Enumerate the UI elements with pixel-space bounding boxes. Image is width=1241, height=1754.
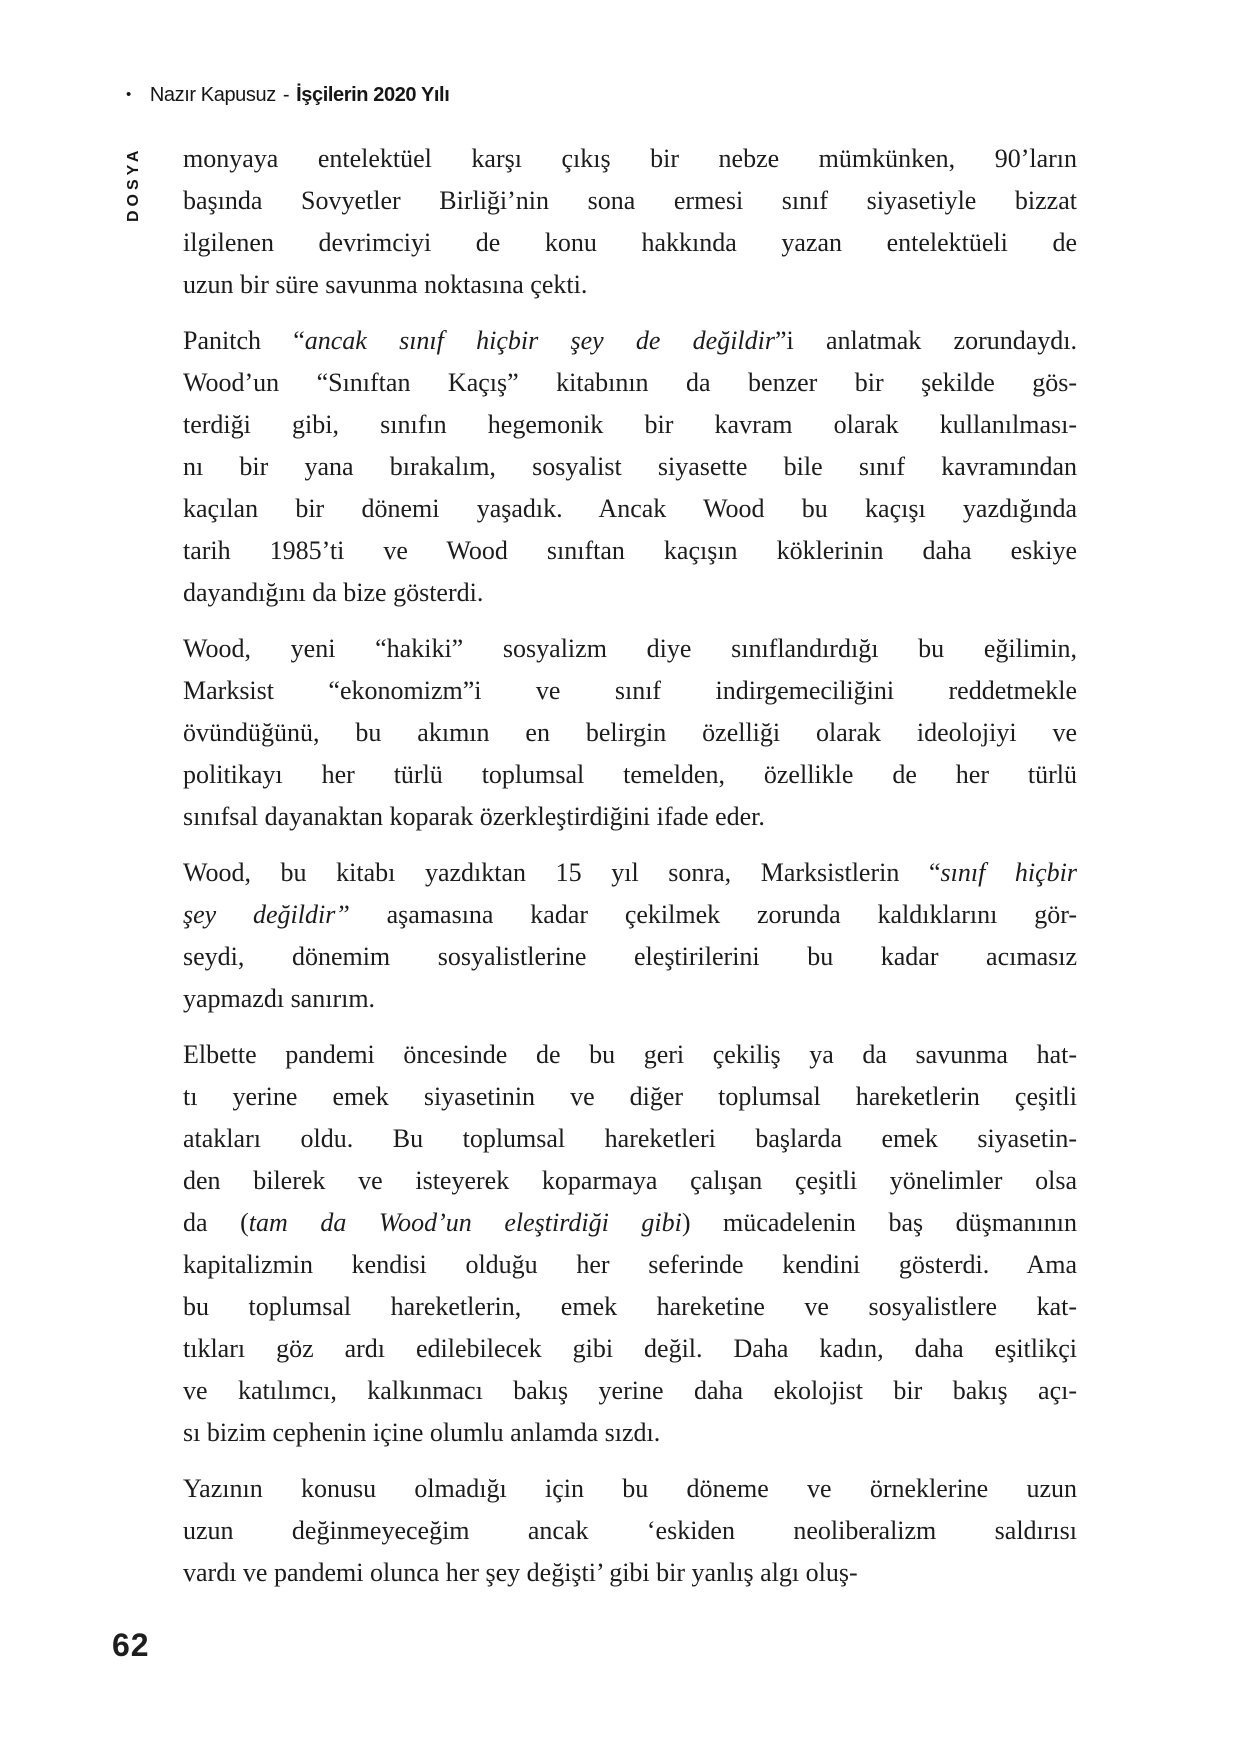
- text-line: [183, 180, 1077, 222]
- italic-run: tam da Wood’un eleştirdiği gibi: [248, 1208, 682, 1237]
- text-line: [183, 670, 1077, 712]
- text-run: vardı ve pandemi olunca her şey değişti’ gibi bir yanlış algı oluş-: [183, 1558, 858, 1587]
- text-line: [183, 362, 1077, 404]
- text-line: [183, 1412, 1077, 1454]
- text-line: [183, 1328, 1077, 1370]
- paragraph: [183, 1468, 1077, 1594]
- text-line: [183, 530, 1077, 572]
- text-run: bu toplumsal hareketlerin, emek hareketine ve sosyalistlere kat-: [183, 1292, 1077, 1321]
- text-run: ve katılımcı, kalkınmacı bakış yerine daha ekolojist bir bakış açı-: [183, 1376, 1077, 1405]
- text-run: uzun bir süre savunma noktasına çekti.: [183, 270, 588, 299]
- text-run: övündüğünü, bu akımın en belirgin özelliği olarak ideolojiyi ve: [183, 718, 1077, 747]
- text-run: başında Sovyetler Birliği’nin sona ermesi sınıf siyasetiyle bizzat: [183, 186, 1077, 215]
- text-line: [183, 978, 1077, 1020]
- text-line: [183, 1202, 1077, 1244]
- text-run: da (: [183, 1208, 249, 1237]
- text-line: [183, 1118, 1077, 1160]
- text-line: [183, 894, 1077, 936]
- text-run: den bilerek ve isteyerek koparmaya çalışan çeşitli yönelimler olsa: [183, 1166, 1077, 1195]
- text-run: Yazının konusu olmadığı için bu döneme ve örneklerine uzun: [183, 1474, 1077, 1503]
- text-line: [183, 1076, 1077, 1118]
- text-line: [183, 796, 1077, 838]
- text-line: [183, 138, 1077, 180]
- text-line: [183, 222, 1077, 264]
- text-run: Marksist “ekonomizm”i ve sınıf indirgemeciliğini reddetmekle: [183, 676, 1077, 705]
- text-line: [183, 488, 1077, 530]
- text-line: [183, 446, 1077, 488]
- text-run: nı bir yana bırakalım, sosyalist siyasette bile sınıf kavramından: [183, 452, 1077, 481]
- article-body: [183, 138, 1077, 1608]
- text-line: [183, 1286, 1077, 1328]
- paragraph: [183, 138, 1077, 306]
- text-line: [183, 1244, 1077, 1286]
- paragraph: [183, 852, 1077, 1020]
- text-line: [183, 404, 1077, 446]
- text-run: ) mücadelenin baş düşmanının: [681, 1208, 1077, 1237]
- text-run: yapmazdı sanırım.: [183, 984, 376, 1013]
- text-run: atakları oldu. Bu toplumsal hareketleri başlarda emek siyasetin-: [183, 1124, 1077, 1153]
- text-line: [183, 320, 1077, 362]
- text-line: [183, 572, 1077, 614]
- text-line: [183, 1370, 1077, 1412]
- header-book-title: İşçilerin 2020 Yılı: [296, 84, 450, 106]
- text-run: Elbette pandemi öncesinde de bu geri çekiliş ya da savunma hat-: [183, 1040, 1077, 1069]
- text-run: Wood, yeni “hakiki” sosyalizm diye sınıflandırdığı bu eğilimin,: [183, 634, 1077, 663]
- text-run: sı bizim cephenin içine olumlu anlamda sızdı.: [183, 1418, 661, 1447]
- text-line: [183, 1160, 1077, 1202]
- text-line: [183, 264, 1077, 306]
- header-author: Nazır Kapusuz: [149, 84, 276, 106]
- text-line: [183, 936, 1077, 978]
- paragraph: [183, 1034, 1077, 1454]
- text-run: politikayı her türlü toplumsal temelden, özellikle de her türlü: [183, 760, 1077, 789]
- header-separator: -: [282, 84, 290, 106]
- text-line: [183, 1510, 1077, 1552]
- text-line: [183, 1034, 1077, 1076]
- text-run: tarih 1985’ti ve Wood sınıftan kaçışın köklerinin daha eskiye: [183, 536, 1077, 565]
- text-run: uzun değinmeyeceğim ancak ‘eskiden neoliberalizm saldırısı: [183, 1516, 1077, 1545]
- text-run: tı yerine emek siyasetinin ve diğer toplumsal hareketlerin çeşitli: [183, 1082, 1077, 1111]
- text-run: ”i anlatmak zorundaydı.: [775, 326, 1077, 355]
- italic-run: şey değildir”: [183, 900, 350, 929]
- text-run: ilgilenen devrimciyi de konu hakkında yazan entelektüeli de: [183, 228, 1077, 257]
- paragraph: [183, 320, 1077, 614]
- italic-run: sınıf hiçbir: [940, 858, 1077, 887]
- text-run: Wood’un “Sınıftan Kaçış” kitabının da benzer bir şekilde gös-: [183, 368, 1077, 397]
- text-line: [183, 754, 1077, 796]
- paragraph: [183, 628, 1077, 838]
- text-run: kaçılan bir dönemi yaşadık. Ancak Wood bu kaçışı yazdığında: [183, 494, 1077, 523]
- text-run: aşamasına kadar çekilmek zorunda kaldıklarını gör-: [349, 900, 1077, 929]
- text-run: seydi, dönemim sosyalistlerine eleştirilerini bu kadar acımasız: [183, 942, 1077, 971]
- text-run: kapitalizmin kendisi olduğu her seferinde kendini gösterdi. Ama: [183, 1250, 1077, 1279]
- text-run: Panitch “: [183, 326, 305, 355]
- running-header: [126, 84, 449, 107]
- text-line: [183, 628, 1077, 670]
- text-line: [183, 1552, 1077, 1594]
- text-run: sınıfsal dayanaktan koparak özerkleştirdiğini ifade eder.: [183, 802, 765, 831]
- section-label-dosya: DOSYA: [125, 146, 142, 222]
- text-line: [183, 712, 1077, 754]
- text-line: [183, 1468, 1077, 1510]
- text-run: terdiği gibi, sınıfın hegemonik bir kavram olarak kullanılması-: [183, 410, 1077, 439]
- text-run: tıkları göz ardı edilebilecek gibi değil. Daha kadın, daha eşitlikçi: [183, 1334, 1077, 1363]
- italic-run: ancak sınıf hiçbir şey de değildir: [304, 326, 775, 355]
- header-bullet-icon: •: [126, 86, 131, 103]
- page-number: 62: [112, 1627, 150, 1663]
- text-run: dayandığını da bize gösterdi.: [183, 578, 484, 607]
- text-run: monyaya entelektüel karşı çıkış bir nebze mümkünken, 90’ların: [183, 144, 1077, 173]
- text-line: [183, 852, 1077, 894]
- text-run: Wood, bu kitabı yazdıktan 15 yıl sonra, Marksistlerin “: [183, 858, 941, 887]
